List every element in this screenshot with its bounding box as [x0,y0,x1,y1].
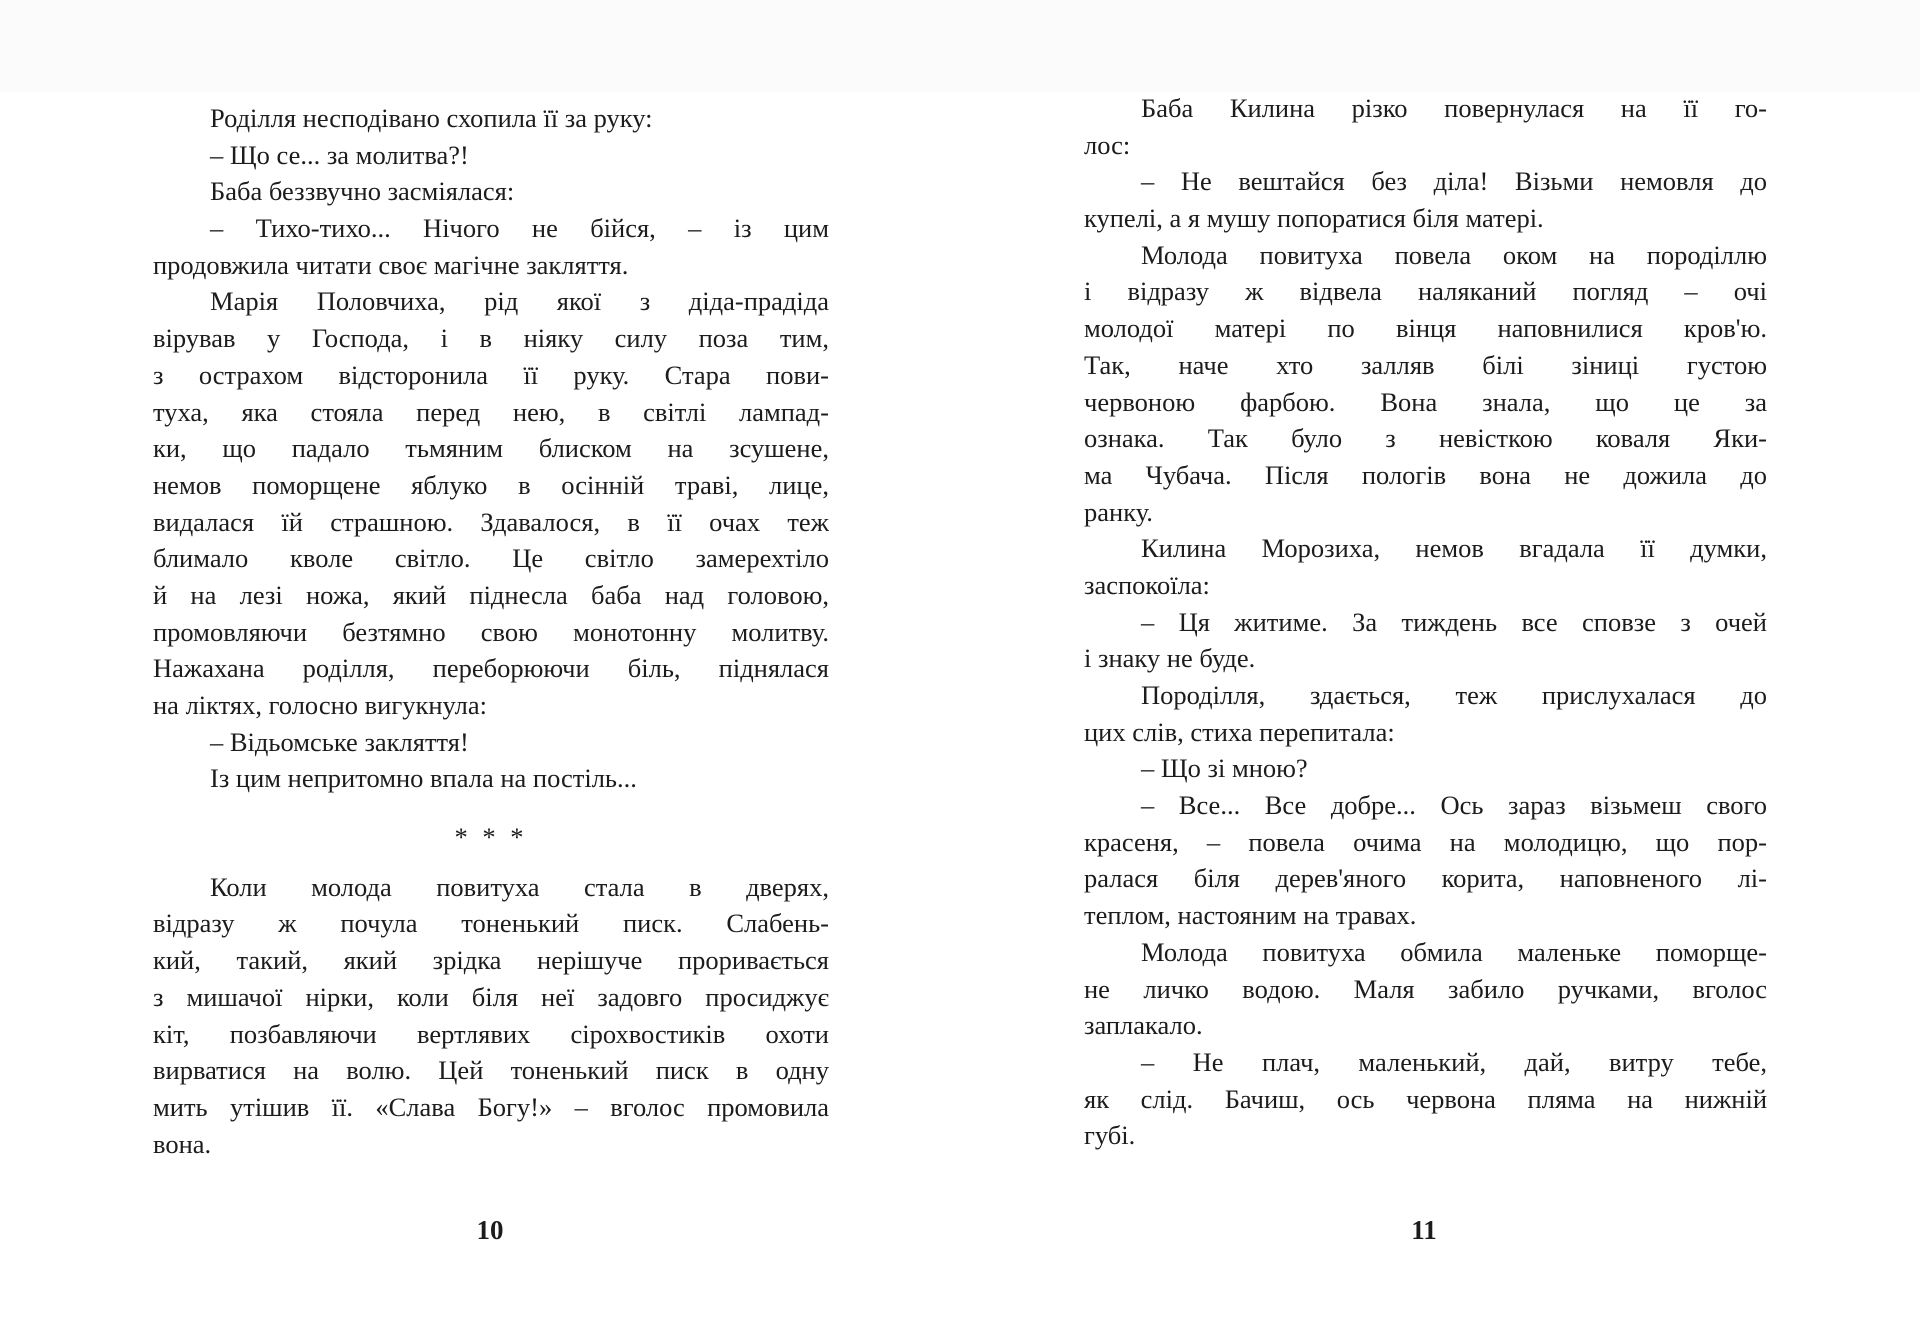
text-line: – Ця житиме. За тиждень все сповзе з очей [1141,606,1767,637]
text-line: ма Чубача. Після пологів вона не дожила до [1084,459,1767,490]
text-line: вірував у Господа, і в ніяку силу поза тим, [153,323,829,354]
text-line: ки, що падало тьмяним блиском на зсушене, [153,433,829,464]
text-line: немов поморщене яблуко в осінній траві, лице, [153,469,829,500]
text-line: не личко водою. Маля забило ручками, вголос [1084,973,1767,1004]
text-line: ознака. Так було з невісткою коваля Яки- [1084,423,1767,454]
text-line: цих слів, стиха перепитала: [1084,716,1395,747]
text-line: ралася біля дерев'яного корита, наповненого лі- [1084,863,1767,894]
text-line: – Тихо-тихо... Нічого не бійся, – із цим [210,213,829,244]
text-line: і знаку не буде. [1084,643,1256,674]
text-line: Баба беззвучно засміялася: [210,176,515,207]
text-line: Коли молода повитуха стала в дверях, [210,871,829,902]
text-line: червоною фарбою. Вона знала, що це за [1084,386,1767,417]
text-line: купелі, а я мушу попоратися біля матері. [1084,203,1544,234]
text-line: Марія Половчиха, рід якої з діда-прадіда [210,286,829,317]
text-line: Породілля, здається, теж прислухалася до [1141,680,1767,710]
text-line: з мишачої нірки, коли біля неї задовго просиджує [153,981,829,1012]
text-line: ранку. [1084,496,1153,527]
text-line: вирватися на волю. Цей тоненький писк в одну [153,1055,829,1086]
text-line: туха, яка стояла перед нею, в світлі лампад- [153,396,829,427]
page-right-text [1084,90,1767,1154]
section-separator: * * * [454,822,528,853]
text-line: Молода повитуха обмила маленьке поморще- [1141,936,1767,967]
page-left-text [153,100,829,1162]
text-line: – Не вештайся без діла! Візьми немовля до [1141,166,1767,197]
text-line: відразу ж почула тоненький писк. Слабень- [153,908,829,939]
text-line: красеня, – повела очима на молодицю, що пор- [1084,826,1767,857]
text-line: блимало кволе світло. Це світло замерехтіло [153,543,829,574]
page-number-left: 10 [476,1215,504,1245]
text-line: Із цим непритомно впала на постіль... [210,763,637,794]
text-line: молодої матері по вінця наповнилися кров'ю. [1084,313,1767,344]
text-line: і відразу ж відвела наляканий погляд – очі [1084,276,1767,307]
text-line: Килина Морозиха, немов вгадала її думки, [1141,533,1767,564]
text-line: заспокоїла: [1084,569,1210,600]
text-line: – Не плач, маленький, дай, витру тебе, [1141,1046,1767,1077]
text-line: як слід. Бачиш, ось червона пляма на нижній [1084,1083,1767,1114]
text-line: – Що зі мною? [1141,753,1308,784]
text-line: кий, такий, який зрідка нерішуче проривається [153,945,829,976]
text-line: Молода повитуха повела оком на породіллю [1141,239,1767,270]
page-number-right: 11 [1411,1215,1437,1245]
text-line: видалася їй страшною. Здавалося, в її очах теж [153,506,829,537]
text-line: на ліктях, голосно вигукнула: [153,690,487,720]
scan-top-margin [0,0,1920,92]
text-line: Так, наче хто залляв білі зіниці густою [1084,349,1767,380]
text-line: – Відьомське закляття! [210,726,469,757]
text-line: лос: [1084,129,1131,160]
text-line: – Все... Все добре... Ось зараз візьмеш свого [1141,790,1767,821]
text-line: заплакало. [1084,1010,1203,1041]
text-line: губі. [1084,1120,1136,1151]
text-line: Роділля несподівано схопила її за руку: [210,103,653,133]
text-line: Нажахана роділля, переборюючи біль, піднялася [153,653,829,684]
text-line: промовляючи безтямно свою монотонну молитву. [153,616,829,647]
text-line: кіт, позбавляючи вертлявих сірохвостиків охоти [153,1018,829,1049]
text-line: з острахом відсторонила її руку. Стара пови- [153,359,829,390]
text-line: теплом, настояним на травах. [1084,900,1417,931]
text-line: вона. [153,1128,212,1159]
text-line: мить утішив її. «Слава Богу!» – вголос промовила [153,1091,829,1122]
text-line: Баба Килина різко повернулася на її го- [1141,93,1767,123]
text-line: продовжила читати своє магічне закляття. [153,249,629,280]
text-line: й на лезі ножа, який піднесла баба над головою, [153,579,829,610]
text-line: – Що се... за молитва?! [210,139,469,170]
